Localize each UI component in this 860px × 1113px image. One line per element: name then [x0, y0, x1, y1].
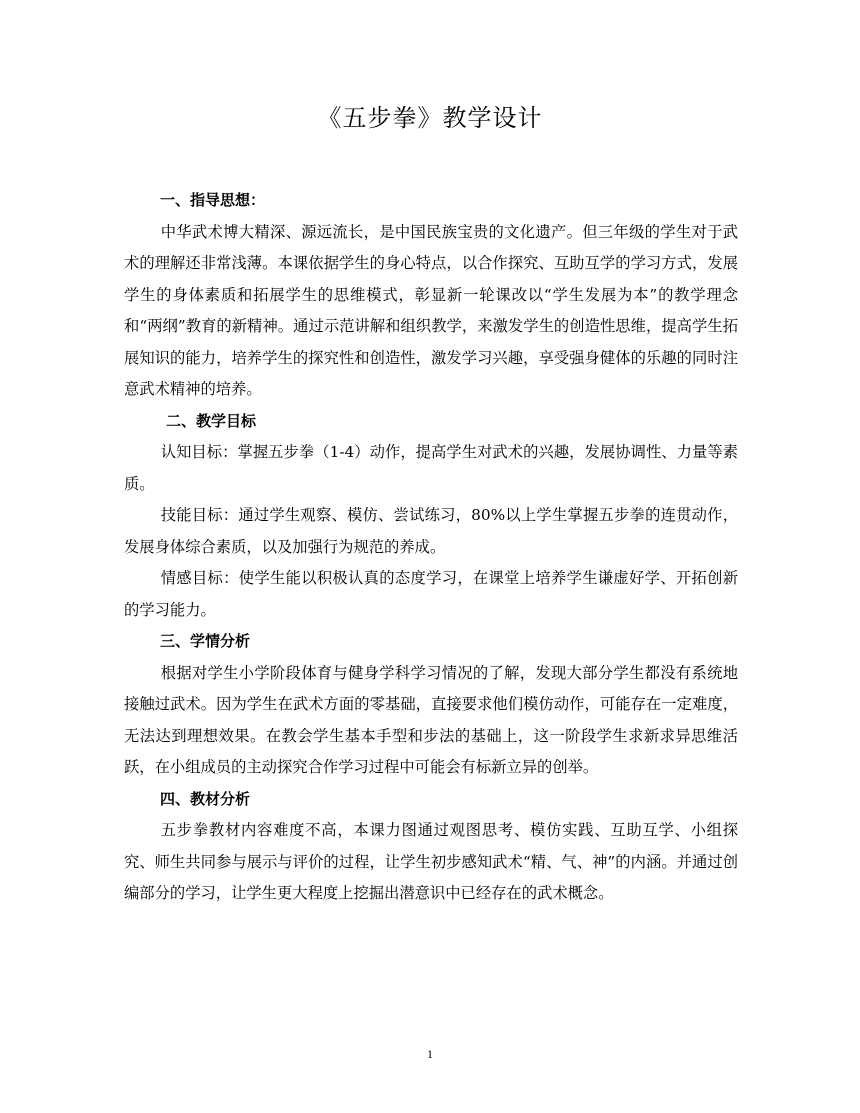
document-body: [124, 185, 738, 910]
paragraph: 情感目标：使学生能以积极认真的态度学习，在课堂上培养学生谦虚好学、开拓创新的学习能力。: [124, 569, 738, 619]
section-student-analysis: [124, 626, 738, 784]
section-heading: 一、指导思想：: [160, 191, 266, 209]
section-teaching-goals: [124, 406, 738, 627]
paragraph: 五步拳教材内容难度不高，本课力图通过观图思考、模仿实践、互助互学、小组探究、师生共同参与展示与评价的过程，让学生初步感知武术“精、气、神”的内涵。并通过创编部分的学习，让学生更大程度上挖掘出潜意识中已经存在的武术概念。: [124, 821, 738, 902]
section-heading: 四、教材分析: [160, 789, 251, 808]
section-material-analysis: [124, 784, 738, 910]
paragraph: 根据对学生小学阶段体育与健身学科学习情况的了解，发现大部分学生都没有系统地接触过武术。因为学生在武术方面的零基础，直接要求他们模仿动作，可能存在一定难度，无法达到理想效果。在教会学生基本手型和步法的基础上，这一阶段学生求新求异思维活跃，在小组成员的主动探究合作学习过程中可能会有标新立异的创举。: [124, 663, 738, 776]
paragraph: 中华武术博大精深、源远流长，是中国民族宝贵的文化遗产。但三年级的学生对于武术的理解还非常浅薄。本课依据学生的身心特点，以合作探究、互助互学的学习方式，发展学生的身体素质和拓展学生的思维模式，彰显新一轮课改以“学生发展为本”的教学理念和“两纲”教育的新精神。通过示范讲解和组织教学，来激发学生的创造性思维，提高学生拓展知识的能力，培养学生的探究性和创造性，激发学习兴趣，享受强身健体的乐趣的同时注意武术精神的培养。: [124, 222, 738, 398]
paragraph: 认知目标：掌握五步拳（1-4）动作，提高学生对武术的兴趣，发展协调性、力量等素质。: [124, 443, 738, 493]
section-guiding-thought: [124, 185, 738, 406]
section-heading: 三、学情分析: [160, 632, 251, 650]
document-title: 《五步拳》教学设计: [317, 104, 543, 132]
page-number: 1: [427, 1047, 433, 1061]
section-heading: 二、教学目标: [166, 411, 257, 430]
paragraph: 技能目标：通过学生观察、模仿、尝试练习，80%以上学生掌握五步拳的连贯动作，发展身体综合素质，以及加强行为规范的养成。: [124, 506, 738, 556]
